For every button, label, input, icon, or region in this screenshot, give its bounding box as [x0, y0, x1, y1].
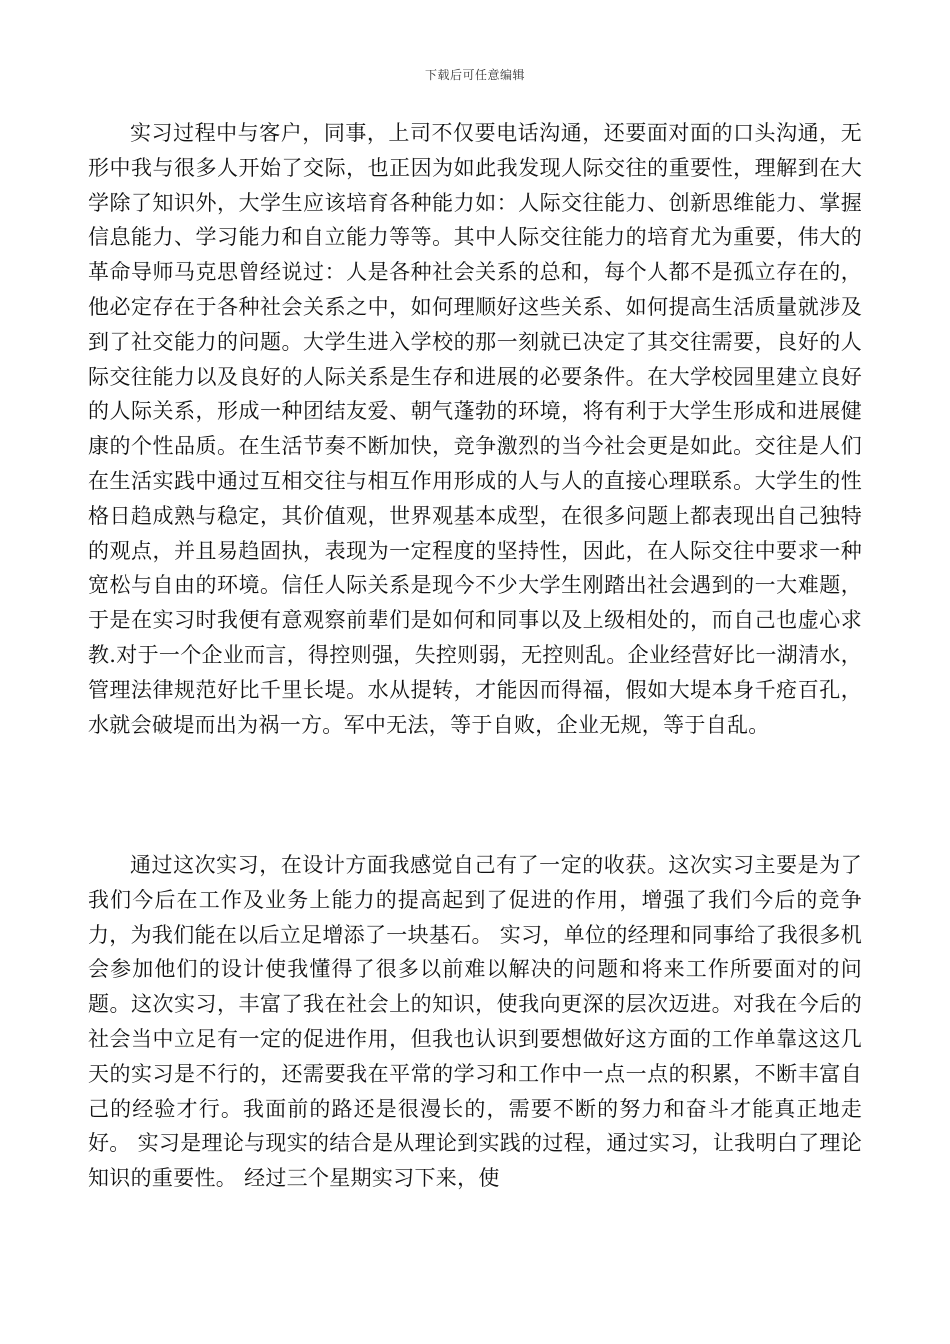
body-paragraph-1: 实习过程中与客户，同事，上司不仅要电话沟通，还要面对面的口头沟通，无形中我与很多人开始了交际，也正因为如此我发现人际交往的重要性，理解到在大学除了知识外，大学生应该培育各种能力如：人际交往能力、创新思维能力、掌握信息能力、学习能力和自立能力等等。其中人际交往能力的培育尤为重要，伟大的革命导师马克思曾经说过：人是各种社会关系的总和，每个人都不是孤立存在的，他必定存在于各种社会关系之中，如何理顺好这些关系、如何提高生活质量就涉及到了社交能力的问题。大学生进入学校的那一刻就已决定了其交往需要，良好的人际交往能力以及良好的人际关系是生存和进展的必要条件。在大学校园里建立良好的人际关系，形成一种团结友爱、朝气蓬勃的环境，将有利于大学生形成和进展健康的个性品质。在生活节奏不断加快，竞争激烈的当今社会更是如此。交往是人们在生活实践中通过互相交往与相互作用形成的人与人的直接心理联系。大学生的性格日趋成熟与稳定，其价值观，世界观基本成型，在很多问题上都表现出自己独特的观点，并且易趋固执，表现为一定程度的坚持性，因此，在人际交往中要求一种宽松与自由的环境。信任人际关系是现今不少大学生刚踏出社会遇到的一大难题，于是在实习时我便有意观察前辈们是如何和同事以及上级相处的，而自己也虚心求教.对于一个企业而言，得控则强，失控则弱，无控则乱。企业经营好比一湖清水，管理法律规范好比千里长堤。水从提转，才能因而得福，假如大堤本身千疮百孔，水就会破堤而出为祸一方。军中无法，等于自败，企业无规，等于自乱。: [88, 121, 862, 737]
page-header: 下载后可任意编辑: [424, 68, 525, 82]
body-paragraph-2: 通过这次实习，在设计方面我感觉自己有了一定的收获。这次实习主要是为了我们今后在工作及业务上能力的提高起到了促进的作用，增强了我们今后的竞争力，为我们能在以后立足增添了一块基石。 实习，单位的经理和同事给了我很多机会参加他们的设计使我懂得了很多以前难以解决的问题和将来工作所要面对的问题。这次实习，丰富了我在社会上的知识，使我向更深的层次迈进。对我在今后的社会当中立足有一定的促进作用，但我也认识到要想做好这方面的工作单靠这这几天的实习是不行的，还需要我在平常的学习和工作中一点一点的积累，不断丰富自己的经验才行。我面前的路还是很漫长的，需要不断的努力和奋斗才能真正地走好。 实习是理论与现实的结合是从理论到实践的过程，通过实习，让我明白了理论知识的重要性。 经过三个星期实习下来，使: [88, 853, 862, 1191]
